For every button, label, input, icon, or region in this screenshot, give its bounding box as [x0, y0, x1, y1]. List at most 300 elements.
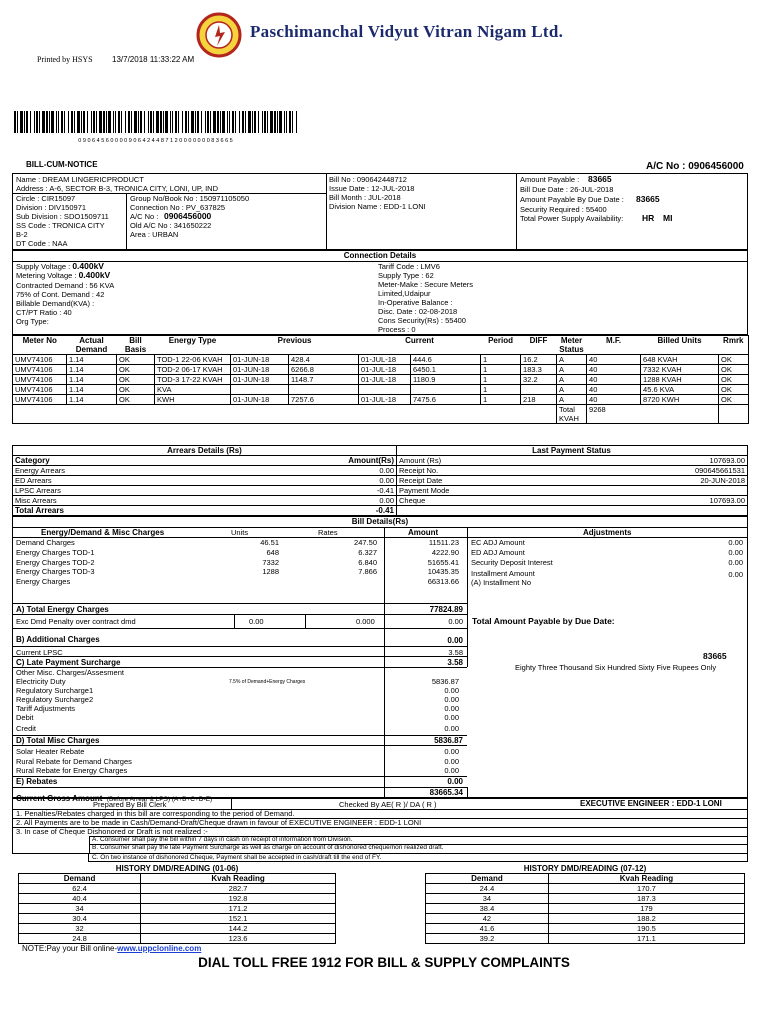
barcode-bar	[56, 111, 57, 133]
org-type: Org Type:	[16, 317, 49, 326]
history-demand: 30.4	[19, 914, 141, 924]
meter-cell: UMV74106	[15, 365, 53, 374]
charge-label: Energy Charges TOD-2	[16, 557, 95, 567]
barcode-bar	[227, 111, 228, 133]
note-c-row	[88, 853, 748, 862]
meter-cell: TOD-1 22-06 KVAH	[155, 355, 231, 365]
late-payment-label: C) Late Payment Surcharge	[16, 658, 121, 667]
barcode-bar	[148, 111, 149, 133]
payment-value	[527, 486, 747, 496]
misc-value: 5836.87	[431, 677, 459, 686]
misc-row	[13, 695, 467, 704]
barcode-bar	[87, 111, 88, 133]
barcode-bar	[163, 111, 164, 133]
barcode-bar	[207, 111, 209, 133]
barcode-bar	[77, 111, 80, 133]
arrears-category: Energy Arrears	[15, 466, 66, 475]
barcode-bar	[252, 111, 253, 133]
payment-value: 107693.00	[709, 496, 745, 505]
history-kvah: 171.1	[548, 934, 744, 944]
rebate-label: Rural Rebate for Demand Charges	[16, 756, 132, 766]
total-due-label: Total Amount Payable by Due Date:	[472, 616, 615, 626]
barcode-bar	[96, 111, 97, 133]
barcode-bar	[64, 111, 65, 133]
misc-value: 0.00	[444, 704, 459, 713]
history-demand: 41.6	[426, 924, 549, 934]
history-row	[19, 914, 336, 924]
charge-row	[13, 548, 467, 558]
signature-notes	[12, 798, 748, 854]
note-b: B. Consumer shall pay the late Payment Surcharge as well as charge on account of dishonored cheque/non realized draft.	[92, 844, 444, 851]
history-row	[19, 884, 336, 894]
meter-cell: 01-JUL-18	[359, 355, 411, 365]
pay-online-link[interactable]: www.uppclonline.com	[117, 944, 202, 953]
meter-header: Meter Status	[559, 336, 584, 354]
connection-details	[12, 250, 748, 335]
amount-header: Amount	[408, 528, 439, 537]
meter-cell: A	[557, 375, 587, 385]
barcode-bar	[165, 111, 168, 133]
gross-amount-value: 83665.34	[429, 788, 463, 797]
meter-empty-cell	[13, 405, 67, 424]
barcode-bar	[170, 111, 171, 133]
meter-cell	[231, 385, 289, 395]
meter-cell: UMV74106	[15, 395, 53, 404]
meter-cell: UMV74106	[15, 375, 53, 384]
barcode-bar	[113, 111, 114, 133]
misc-label: Credit	[16, 723, 37, 733]
meter-row	[13, 395, 749, 405]
total-energy-label: A) Total Energy Charges	[16, 605, 109, 614]
barcode-bar	[229, 111, 230, 133]
meter-cell: 40	[587, 365, 641, 375]
rebate-label: Solar Heater Rebate	[16, 747, 85, 756]
charges-header: Energy/Demand & Misc Charges	[41, 528, 165, 537]
history-row	[19, 924, 336, 934]
barcode-bar	[254, 111, 256, 133]
barcode-bar	[210, 111, 211, 133]
barcode-bar	[267, 111, 268, 133]
meter-empty-cell	[155, 405, 231, 424]
charge-amount: 4222.90	[431, 547, 459, 557]
history-row	[426, 904, 745, 914]
meter-cell: OK	[117, 385, 155, 395]
meter-cell: 1	[481, 385, 521, 395]
charge-label: Demand Charges	[16, 538, 75, 547]
issue-date: Issue Date : 12-JUL-2018	[329, 184, 415, 193]
meter-cell	[411, 385, 481, 395]
meter-cell: 01-JUL-18	[359, 375, 411, 385]
barcode-bar	[106, 111, 107, 133]
arrears-amount: 0.00	[379, 476, 394, 485]
meter-cell: OK	[117, 365, 155, 375]
barcode-bar	[103, 111, 105, 133]
meter-header: Billed Units	[657, 336, 702, 345]
adjustments-header: Adjustments	[583, 528, 632, 537]
barcode-bar	[81, 111, 82, 133]
meter-header: M.F.	[605, 336, 622, 345]
history-demand: 40.4	[19, 894, 141, 904]
charge-label: Energy Charges TOD-1	[16, 547, 95, 557]
charge-rate: 247.50	[354, 538, 377, 547]
meter-cell: 32.2	[521, 375, 557, 385]
payment-row	[397, 476, 747, 486]
misc-row	[13, 704, 467, 713]
meter-row	[13, 385, 749, 395]
current-lpsc-label: Current LPSC	[16, 648, 63, 657]
barcode-bar	[258, 111, 259, 133]
rebate-value: 0.00	[444, 766, 459, 776]
total-misc-label: D) Total Misc Charges	[16, 736, 100, 745]
history-kvah: 171.2	[141, 904, 336, 914]
history-row	[426, 934, 745, 944]
payment-value: 090645661531	[694, 466, 745, 475]
exc-dmd-label: Exc Dmd Penalty over contract dmd	[16, 617, 136, 626]
exc-dmd-units: 0.00	[249, 617, 264, 626]
contracted-demand: Contracted Demand : 56 KVA	[16, 281, 115, 290]
barcode-bar	[125, 111, 126, 133]
meter-cell	[359, 385, 411, 395]
history-kvah: 192.8	[141, 894, 336, 904]
ac-no-value: 0906456000	[164, 211, 212, 221]
barcode-bar	[42, 111, 45, 133]
misc-label: Tariff Adjustments	[16, 704, 76, 713]
division-name: Division Name : EDD-1 LONI	[329, 202, 426, 211]
charge-row	[13, 567, 467, 577]
charge-label: Energy Charges TOD-3	[16, 567, 95, 577]
meter-empty-cell	[231, 405, 289, 424]
meter-cell: 01-JUN-18	[231, 395, 289, 405]
ac-no-label: A/C No :	[130, 212, 159, 221]
history-demand: 38.4	[426, 904, 549, 914]
misc-row	[13, 686, 467, 695]
additional-charges-value: 0.00	[447, 636, 463, 645]
gross-amount-sub: (Before Arrear & LPS) (A+B+C+D-E)	[106, 796, 213, 803]
connection-no: Connection No : PV_637825	[130, 203, 226, 212]
payment-label: Cheque	[399, 496, 426, 505]
barcode-bar	[242, 111, 244, 133]
history-demand: 34	[19, 904, 141, 914]
installment-no: (A) Installment No	[471, 578, 532, 587]
meter-cell: OK	[719, 375, 749, 385]
barcode-bar	[201, 111, 202, 133]
barcode-bar	[58, 111, 59, 133]
meter-table	[12, 335, 748, 424]
history-table-2	[425, 864, 745, 944]
history-2-kvah-header: Kvah Reading	[548, 874, 744, 884]
barcode-bar	[26, 111, 28, 133]
barcode-bar	[83, 111, 85, 133]
meter-cell: 1	[481, 375, 521, 385]
total-energy-value: 77824.89	[429, 605, 463, 614]
payment-row	[397, 456, 747, 466]
barcode-bar	[140, 111, 142, 133]
meter-make-2: Limited,Udaipur	[378, 289, 431, 298]
logo-emblem-icon	[196, 12, 242, 58]
barcode-bar	[279, 111, 282, 133]
barcode-bar	[182, 111, 183, 133]
meter-header: Energy Type	[168, 336, 217, 345]
rates-header: Rates	[318, 528, 338, 537]
meter-cell: 40	[587, 385, 641, 395]
history-demand: 32	[19, 924, 141, 934]
barcode-bar	[46, 111, 48, 133]
charge-amount: 51655.41	[427, 557, 459, 567]
billable-demand: Billable Demand(KVA) :	[16, 299, 95, 308]
barcode-bar	[150, 111, 152, 133]
history-demand: 34	[426, 894, 549, 904]
charge-units: 7332	[262, 557, 279, 567]
sub-division: Sub Division : SDO1509711	[16, 212, 109, 221]
barcode-bar	[118, 111, 120, 133]
meter-cell: 7475.6	[411, 395, 481, 405]
barcode-bar	[160, 111, 162, 133]
note-pay-online	[22, 944, 201, 953]
meter-cell: 01-JUL-18	[359, 395, 411, 405]
units-header: Units	[231, 528, 249, 537]
history-row	[426, 894, 745, 904]
barcode-bar	[185, 111, 187, 133]
misc-value: 0.00	[444, 723, 459, 733]
bill-no: Bill No : 090642448712	[329, 175, 407, 184]
barcode-bar	[188, 111, 189, 133]
meter-row	[13, 365, 749, 375]
area: Area : URBAN	[130, 230, 179, 239]
barcode-bar	[68, 111, 69, 133]
charge-rate: 6.327	[358, 547, 377, 557]
rebate-value: 0.00	[444, 756, 459, 766]
charge-units: 648	[266, 547, 279, 557]
meter-cell: 648 KVAH	[641, 355, 719, 365]
adjustment-value: 0.00	[728, 538, 743, 547]
bill-title: BILL-CUM-NOTICE	[26, 160, 98, 169]
barcode-bar	[108, 111, 111, 133]
meter-header: Actual Demand	[75, 336, 108, 354]
group-no: Group No/Book No : 150971105050	[130, 194, 250, 203]
barcode-bar	[30, 111, 31, 133]
history-kvah: 282.7	[141, 884, 336, 894]
adjustment-label: EC ADJ Amount	[471, 538, 525, 547]
misc-row	[13, 713, 467, 724]
bill-due-date: Bill Due Date : 26-JUL-2018	[520, 185, 614, 194]
supply-type: Supply Type : 62	[378, 271, 434, 280]
installment-amount: Installment Amount	[471, 569, 535, 578]
payable-by-due-value: 83665	[636, 194, 660, 204]
meter-cell: 45.6 KVA	[641, 385, 719, 395]
misc-label: Debit	[16, 713, 34, 722]
adjustment-label: ED ADJ Amount	[471, 547, 525, 557]
misc-value: 0.00	[444, 695, 459, 704]
meter-cell: 6266.8	[289, 365, 359, 375]
total-arrears-label: Total Arrears	[15, 506, 64, 515]
history-demand: 62.4	[19, 884, 141, 894]
history-1-title: HISTORY DMD/READING (01-06)	[115, 864, 239, 873]
note-c: C. On two instance of dishonored Cheque, Payment shall be accepted in cash/draft till the end of FY.	[92, 854, 382, 861]
barcode-bar	[115, 111, 116, 133]
arrears-row	[13, 496, 396, 506]
history-2-demand-header: Demand	[426, 874, 549, 884]
history-kvah: 144.2	[141, 924, 336, 934]
ss-code: SS Code : TRONICA CITY	[16, 221, 105, 230]
arrears-section	[12, 445, 748, 516]
circle: Circle : CIR15097	[16, 194, 76, 203]
barcode-bar	[277, 111, 278, 133]
barcode-bar	[71, 111, 73, 133]
barcode-bar	[153, 111, 154, 133]
meter-cell: 40	[587, 395, 641, 405]
bill-month: Bill Month : JUL-2018	[329, 193, 401, 202]
meter-cell: OK	[719, 355, 749, 365]
meter-cell: 1148.7	[289, 375, 359, 385]
exc-dmd-rate: 0.000	[356, 617, 375, 626]
barcode-bar	[121, 111, 122, 133]
arrears-col-category: Category	[15, 456, 50, 465]
adjustment-row	[469, 558, 747, 568]
ct-pt-ratio: CT/PT Ratio : 40	[16, 308, 72, 317]
barcode-bar	[220, 111, 221, 133]
misc-label: Electricity Duty	[16, 677, 66, 686]
history-kvah: 187.3	[548, 894, 744, 904]
arrears-amount: 0.00	[379, 466, 394, 475]
barcode-bar	[195, 111, 196, 133]
meter-total-row	[13, 405, 749, 424]
barcode-bar	[213, 111, 216, 133]
history-kvah: 188.2	[548, 914, 744, 924]
history-row	[19, 934, 336, 944]
meter-header: DIFF	[529, 336, 548, 345]
history-row	[426, 884, 745, 894]
payment-label: Receipt No.	[399, 466, 439, 475]
meter-cell: OK	[117, 395, 155, 405]
meter-cell: 1	[481, 355, 521, 365]
history-demand: 39.2	[426, 934, 549, 944]
barcode-bar	[144, 111, 145, 133]
meter-empty-cell	[289, 405, 359, 424]
history-demand: 24.4	[426, 884, 549, 894]
meter-row	[13, 355, 749, 365]
ed-note: 7.5% of Demand+Energy Charges	[229, 679, 306, 685]
history-kvah: 123.6	[141, 934, 336, 944]
arrears-category: LPSC Arrears	[15, 486, 61, 495]
meter-cell: OK	[719, 395, 749, 405]
inoperative-balance: In-Operative Balance :	[378, 298, 453, 307]
meter-cell: 444.6	[411, 355, 481, 365]
misc-value: 0.00	[444, 686, 459, 695]
meter-header: Period	[488, 336, 513, 345]
barcode-bar	[284, 111, 285, 133]
history-row	[19, 894, 336, 904]
exc-dmd-amount: 0.00	[448, 617, 463, 626]
charge-row	[13, 538, 467, 548]
payable-amount-words: Eighty Three Thousand Six Hundred Sixty Five Rupees Only	[515, 663, 717, 672]
old-ac-no: Old A/C No : 341650222	[130, 221, 212, 230]
barcode-bar	[264, 111, 266, 133]
rebate-label: Rural Rebate for Energy Charges	[16, 766, 128, 776]
barcode-bar	[235, 111, 236, 133]
total-arrears-value: -0.41	[375, 506, 394, 515]
bill-details-title: Bill Details(Rs)	[13, 517, 747, 528]
additional-charges-label: B) Additional Charges	[16, 635, 100, 644]
last-payment-title: Last Payment Status	[396, 446, 747, 456]
history-kvah: 179	[548, 904, 744, 914]
meter-cell	[289, 385, 359, 395]
meter-cell: TOD-3 17-22 KVAH	[155, 375, 231, 385]
payable-by-due-label: Amount Payable By Due Date :	[520, 195, 624, 204]
meter-cell: 428.4	[289, 355, 359, 365]
consumer-name: Name : DREAM LINGERICPRODUCT	[16, 175, 144, 184]
meter-cell: 1.14	[67, 365, 117, 375]
company-logo	[196, 12, 242, 58]
payment-label: Amount (Rs)	[399, 456, 442, 465]
barcode-bar	[205, 111, 206, 133]
barcode-bar	[222, 111, 225, 133]
meter-cell: UMV74106	[15, 355, 53, 364]
arrears-row	[13, 486, 396, 496]
barcode-bar	[270, 111, 273, 133]
barcode-bar	[296, 111, 297, 133]
barcode-bar	[138, 111, 139, 133]
connection-details-title: Connection Details	[13, 251, 747, 262]
barcode-bar	[39, 111, 40, 133]
meter-cell: KWH	[155, 395, 231, 405]
meter-empty-cell	[411, 405, 481, 424]
barcode-bar	[49, 111, 50, 133]
barcode-bar	[239, 111, 240, 133]
meter-cell: A	[557, 355, 587, 365]
arrears-col-amount: Amount(Rs)	[348, 456, 394, 465]
barcode-bar	[20, 111, 23, 133]
current-lpsc-value: 3.58	[448, 648, 463, 657]
misc-label: Regulatory Surcharge1	[16, 686, 94, 695]
meter-cell: KVA	[155, 385, 231, 395]
metering-voltage-value: 0.400kV	[78, 270, 111, 280]
meter-cell: A	[557, 365, 587, 375]
meter-cell: 8720 KWH	[641, 395, 719, 405]
payment-row	[397, 496, 747, 506]
company-name: Paschimanchal Vidyut Vitran Nigam Ltd.	[250, 22, 564, 41]
meter-header: Bill Basis	[124, 336, 147, 354]
meter-cell: 40	[587, 375, 641, 385]
meter-empty-cell	[67, 405, 117, 424]
payment-label: Receipt Date	[399, 476, 443, 485]
meter-cell: 1180.9	[411, 375, 481, 385]
charge-amount: 66313.66	[427, 577, 459, 587]
barcode-bar	[262, 111, 263, 133]
rebate-row	[13, 766, 467, 776]
meter-header: Rmrk	[723, 336, 744, 345]
meter-cell: OK	[719, 385, 749, 395]
adjustment-row	[469, 548, 747, 558]
barcode-bar	[24, 111, 25, 133]
installment-value: 0.00	[728, 570, 743, 579]
meter-empty-cell	[359, 405, 411, 424]
barcode-bar	[292, 111, 293, 133]
barcode-bar	[156, 111, 159, 133]
meter-make: Meter-Make : Secure Meters	[378, 280, 474, 289]
disc-date: Disc. Date : 02-08-2018	[378, 307, 458, 316]
history-demand: 42	[426, 914, 549, 924]
rebates-value: 0.00	[447, 777, 463, 786]
arrears-category: ED Arrears	[15, 476, 52, 485]
checked-by: Checked By AE( R )/ DA ( R )	[339, 800, 437, 809]
barcode-bar	[232, 111, 234, 133]
barcode-digits: 0 9 0 6 4 5 6 0 0 0 0 9 0 6 4 2 4 4 8 7 1 2 0 0 0 0 0 0 0 8 3 6 6 5	[78, 138, 233, 144]
history-row	[426, 914, 745, 924]
process: Process : 0	[378, 325, 416, 334]
rebates-label: E) Rebates	[16, 777, 58, 786]
cont-demand-75: 75% of Cont. Demand : 42	[16, 290, 105, 299]
total-kvah-label: Total KVAH	[557, 405, 587, 424]
